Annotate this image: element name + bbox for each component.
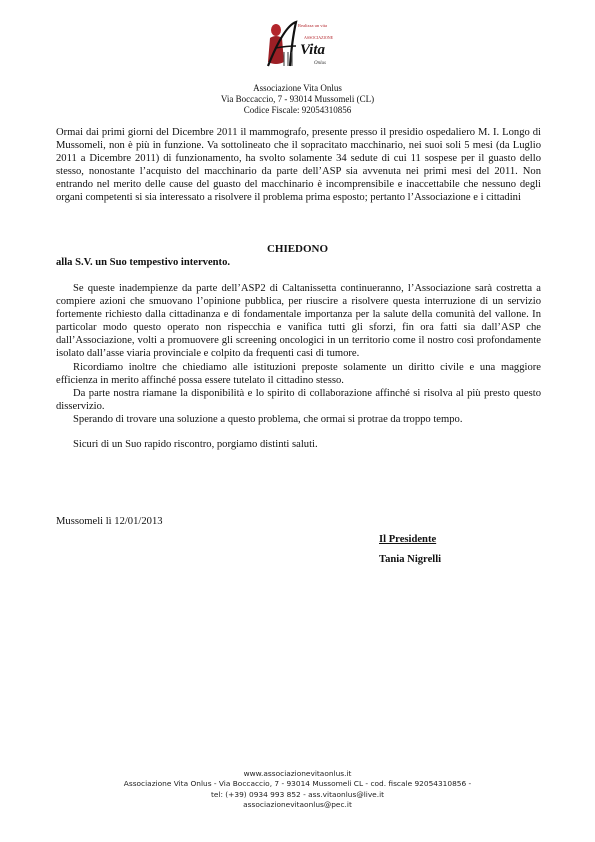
letterhead [0,83,595,116]
letter-body [56,282,541,451]
paragraph-hope: Sperando di trovare una soluzione a questo problema, che ormai si protrae da troppo tempo. [73,413,463,425]
signature-title: Il Presidente [379,534,437,545]
footer-contacts: tel: (+39) 0934 993 852 - ass.vitaonlus@live.it [210,789,385,799]
association-address: Via Boccaccio, 7 - 93014 Mussomeli (CL) [220,94,375,104]
paragraph-consequences: Se queste inadempienze da parte dell’ASP2 di Caltanissetta continueranno, l’Associazione sarà costretta a compiere azioni che smuovano l’opinione pubblica, per riuscire a risolvere questa interruzione di un servizio fortemente richiesto dalla cittadinanza e di fondamentale importanza per la salute della comunità del vallone. In particolar modo questo operato non rispecchia e vanifica tutti gli sforzi, fin ora fatti sia dall’ASP che dall’Associazione, volti a promuovere gli screening oncologici in un territorio come il nostro così profondamente isolato dall’asse viaria provinciale e colpito da frequenti casi di tumore. [56,283,541,360]
association-name: Associazione Vita Onlus [253,83,342,93]
footer-address: Associazione Vita Onlus - Via Boccaccio, 7 - 93014 Mussomeli CL - cod. fiscale 92054310856 - [123,779,472,789]
paragraph-closing: Sicuri di un Suo rapido riscontro, porgiamo distinti saluti. [73,439,318,451]
footer-pec: associazionevitaonlus@pec.it [243,800,352,810]
paragraph-reminder: Ricordiamo inoltre che chiediamo alle istituzioni preposte solamente un diritto civile e una maggiore efficienza in merito affinché possa essere tutelato il cittadino stesso. [56,361,541,386]
logo-subtitle: Onlus [314,61,326,66]
logo-name: Vita [300,42,326,58]
letter-date: Mussomeli lì 12/01/2013 [56,516,163,527]
association-logo [262,16,342,70]
paragraph-availability: Da parte nostra riamane la disponibilità e lo spirito di collaborazione affinché si risolva al più presto questo disservizio. [56,387,541,412]
request-line: alla S.V. un Suo tempestivo intervento. [56,257,231,268]
logo-tagline: Realizza un vita [298,23,327,28]
page-footer [0,769,595,811]
signature-name: Tania Nigrelli [379,554,442,565]
footer-website: www.associazionevitaonlus.it [243,769,352,778]
request-heading: CHIEDONO [266,243,329,255]
tax-code: Codice Fiscale: 92054310856 [243,105,352,115]
paragraph-intro: Ormai dai primi giorni del Dicembre 2011 il mammografo, presente presso il presidio ospedaliero M. I. Longo di Mussomeli, non è più in funzione. Va sottolineato che il sopracitato macchinario, nei suoi soli 5 mesi (da Luglio 2011 a Dicembre 2011) di funzionamento, ha svolto solamente 34 sedute di cui 11 sospese per il guasto dello stesso, nonostante l’acquisto del macchinario da parte dell’ASP sia avvenuta nei primi mesi del 2011. Non entrando nel merito delle cause del guasto del macchinario è incomprensibile e inaccettabile che nessuno degli organi competenti si sia interessato a risolvere il problema prima esposto; pertanto l’Associazione e i cittadini [56,127,541,204]
logo-association-label: ASSOCIAZIONE [304,35,334,40]
letter-intro [56,126,541,205]
